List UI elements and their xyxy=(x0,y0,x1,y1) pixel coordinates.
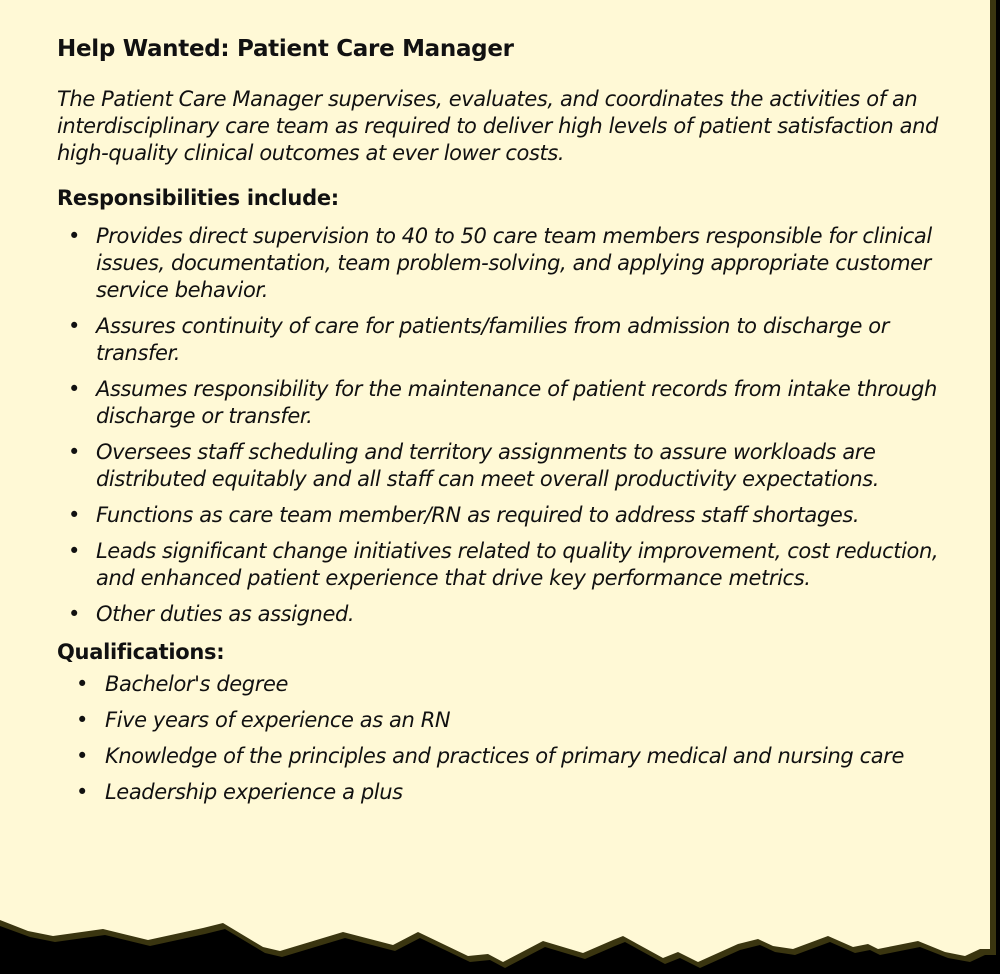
list-item xyxy=(57,439,977,493)
list-item xyxy=(57,601,977,628)
job-posting xyxy=(57,34,977,815)
list-item xyxy=(57,779,977,806)
list-item xyxy=(57,671,977,698)
bullet-icon: • xyxy=(76,780,88,804)
job-summary: The Patient Care Manager supervises, evaluates, and coordinates the activities of an interdisciplinary care team as required to deliver high levels of patient satisfaction and high-quality clinical outcomes at ever lower costs. xyxy=(57,87,938,165)
bullet-icon: • xyxy=(76,672,88,696)
qualifications-list xyxy=(57,671,977,806)
list-item xyxy=(57,313,977,367)
list-item xyxy=(57,743,977,770)
bullet-icon: • xyxy=(68,377,80,401)
list-item xyxy=(57,502,977,529)
responsibility-text: Oversees staff scheduling and territory assignments to assure workloads are distributed equitably and all staff can meet overall productivity expectations. xyxy=(96,440,880,491)
list-item xyxy=(57,707,977,734)
responsibility-text: Other duties as assigned. xyxy=(96,602,355,626)
responsibility-text: Functions as care team member/RN as required to address staff shortages. xyxy=(96,503,860,527)
list-item xyxy=(57,538,977,592)
responsibility-text: Assures continuity of care for patients/families from admission to discharge or transfer. xyxy=(96,314,889,365)
bullet-icon: • xyxy=(68,602,80,626)
bullet-icon: • xyxy=(68,314,80,338)
responsibility-text: Assumes responsibility for the maintenance of patient records from intake through discharge or transfer. xyxy=(96,377,937,428)
bullet-icon: • xyxy=(76,708,88,732)
qualification-text: Bachelor's degree xyxy=(105,672,289,696)
page-title: Help Wanted: Patient Care Manager xyxy=(57,36,514,62)
bullet-icon: • xyxy=(68,503,80,527)
qualification-text: Five years of experience as an RN xyxy=(105,708,451,732)
bullet-icon: • xyxy=(68,224,80,248)
bullet-icon: • xyxy=(76,744,88,768)
responsibility-text: Leads significant change initiatives related to quality improvement, cost reduction, and enhanced patient experience that drive key performance metrics. xyxy=(96,539,939,590)
qualification-text: Leadership experience a plus xyxy=(105,780,403,804)
responsibility-text: Provides direct supervision to 40 to 50 care team members responsible for clinical issues, documentation, team problem-solving, and applying appropriate customer service behavior. xyxy=(96,224,932,302)
list-item xyxy=(57,376,977,430)
responsibilities-heading: Responsibilities include: xyxy=(57,186,339,210)
bullet-icon: • xyxy=(68,539,80,563)
qualifications-heading: Qualifications: xyxy=(57,640,225,664)
qualification-text: Knowledge of the principles and practices of primary medical and nursing care xyxy=(105,744,905,768)
list-item xyxy=(57,223,977,304)
bullet-icon: • xyxy=(68,440,80,464)
responsibilities-list xyxy=(57,223,977,628)
